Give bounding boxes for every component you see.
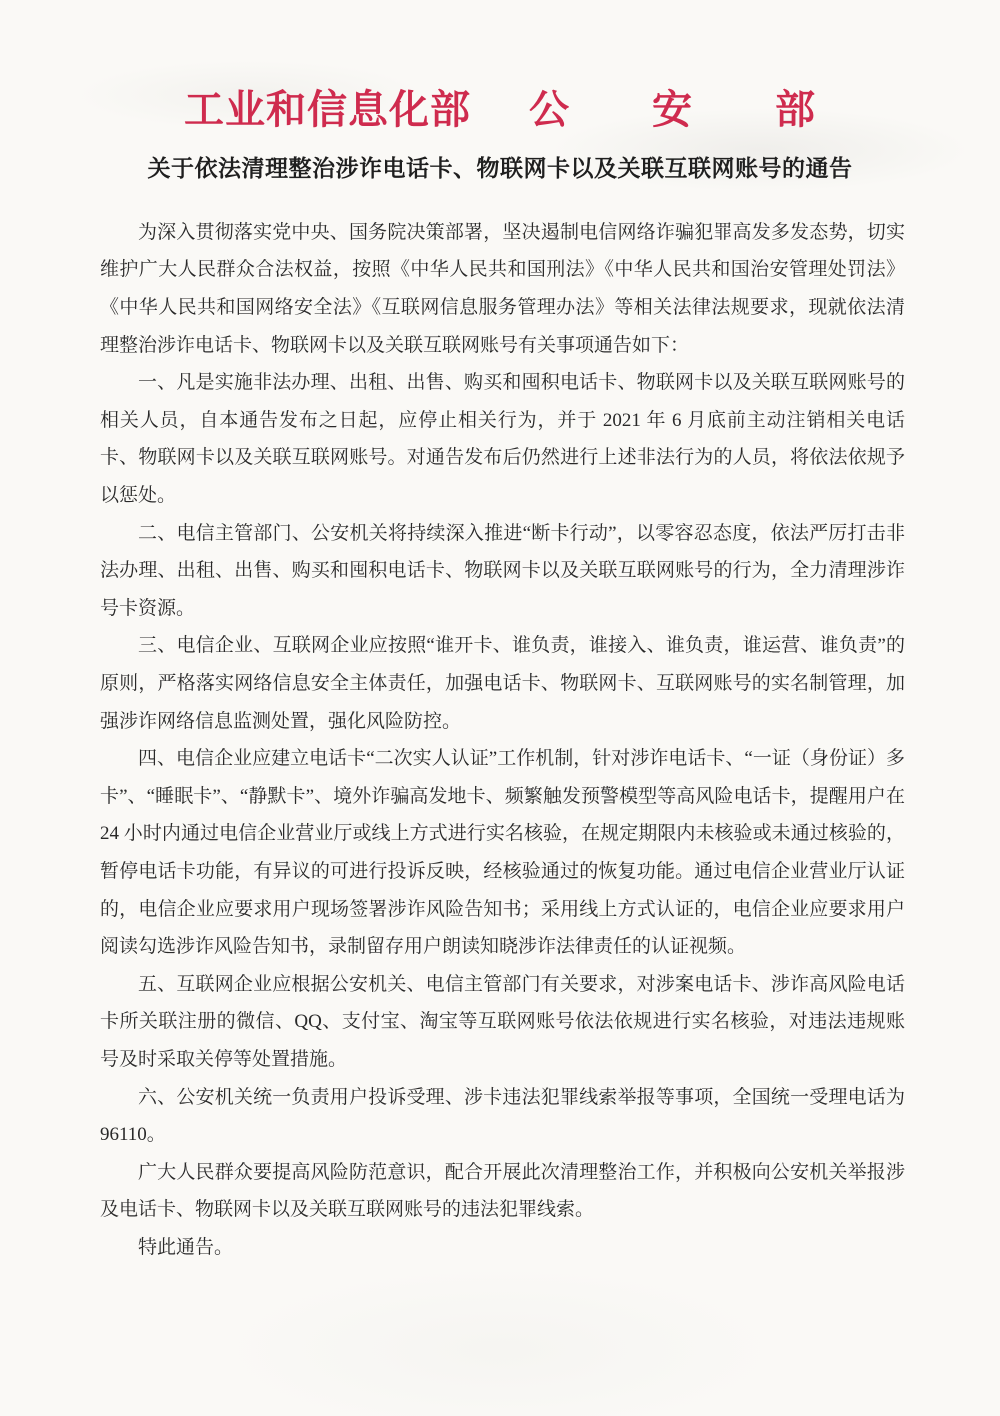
paragraph-item-5: 五、互联网企业应根据公安机关、电信主管部门有关要求，对涉案电话卡、涉诈高风险电话卡所关联注册的微信、QQ、支付宝、淘宝等互联网账号依法依规进行实名核验，对违法违规账号及时采取关停等处置措施。 [100, 973, 905, 1070]
paragraph-preamble: 为深入贯彻落实党中央、国务院决策部署，坚决遏制电信网络诈骗犯罪高发多发态势，切实维护广大人民群众合法权益，按照《中华人民共和国刑法》《中华人民共和国治安管理处罚法》《中华人民共和国网络安全法》《互联网信息服务管理办法》等相关法律法规要求，现就依法清理整治涉诈电话卡、物联网卡以及关联互联网账号有关事项通告如下： [100, 221, 905, 356]
document-header [0, 0, 1000, 132]
document-title: 关于依法清理整治涉诈电话卡、物联网卡以及关联互联网账号的通告 [147, 156, 853, 181]
paragraph-public-appeal: 广大人民群众要提高风险防范意识，配合开展此次清理整治工作，并积极向公安机关举报涉及电话卡、物联网卡以及关联互联网账号的违法犯罪线索。 [100, 1161, 905, 1221]
paragraph-item-6: 六、公安机关统一负责用户投诉受理、涉卡违法犯罪线索举报等事项，全国统一受理电话为 96110。 [100, 1086, 905, 1146]
paragraph-item-2: 二、电信主管部门、公安机关将持续深入推进“断卡行动”，以零容忍态度，依法严厉打击非法办理、出租、出售、购买和囤积电话卡、物联网卡以及关联互联网账号的行为，全力清理涉诈号卡资源。 [100, 522, 905, 619]
agency-name-miit: 工业和信息化部 [184, 87, 471, 132]
paragraph-item-4: 四、电信企业应建立电话卡“二次实人认证”工作机制，针对涉诈电话卡、“一证（身份证）多卡”、“睡眠卡”、“静默卡”、境外诈骗高发地卡、频繁触发预警模型等高风险电话卡，提醒用户在 24 小时内通过电信企业营业厅或线上方式进行实名核验，在规定期限内未核验或未通过核验的，暂停电话卡功能，有异议的可进行投诉反映，经核验通过的恢复功能。通过电信企业营业厅认证的，电信企业应要求用户现场签署涉诈风险告知书；采用线上方式认证的，电信企业应要求用户阅读勾选涉诈风险告知书，录制留存用户朗读知晓涉诈法律责任的认证视频。 [100, 748, 905, 958]
seal-area [0, 1090, 1000, 1310]
agency-name-mps: 公 安 部 [529, 87, 816, 132]
paragraph-item-3: 三、电信企业、互联网企业应按照“谁开卡、谁负责，谁接入、谁负责，谁运营、谁负责”的原则，严格落实网络信息安全主体责任，加强电话卡、物联网卡、互联网账号的实名制管理，加强涉诈网络信息监测处置，强化风险防控。 [100, 635, 905, 732]
paragraph-closing: 特此通告。 [138, 1236, 234, 1258]
paragraph-item-1: 一、凡是实施非法办理、出租、出售、购买和囤积电话卡、物联网卡以及关联互联网账号的相关人员，自本通告发布之日起，应停止相关行为，并于 2021 年 6 月底前主动注销相关电话卡、物联网卡以及关联互联网账号。对通告发布后仍然进行上述非法行为的人员，将依法依规予以惩处。 [100, 372, 905, 507]
